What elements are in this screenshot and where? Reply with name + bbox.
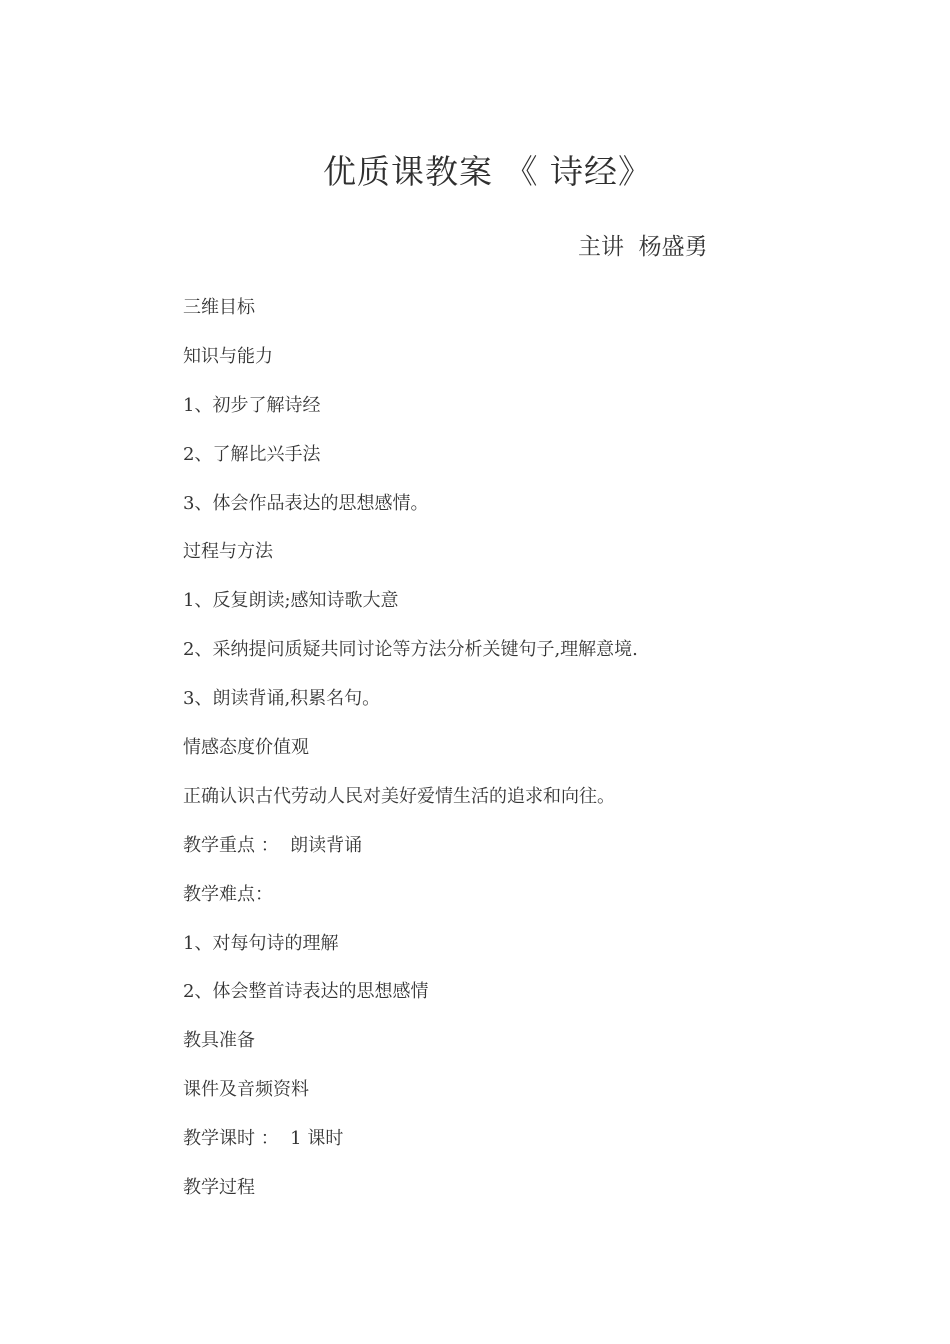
text-line: 2、体会整首诗表达的思想感情 (183, 981, 429, 1003)
text-line: 教学难点： (183, 883, 273, 905)
text-line: 教学重点 ： 朗读背诵 (183, 834, 363, 856)
text-line: 过程与方法 (183, 541, 273, 563)
body-text (183, 294, 638, 1223)
text-line: 1、初步了解诗经 (183, 394, 321, 416)
text-line: 2、了解比兴手法 (183, 443, 321, 465)
text-line: 1、反复朗读;感知诗歌大意 (183, 590, 399, 612)
author-line: 主讲 杨盛勇 (578, 234, 708, 260)
text-line: 3、体会作品表达的思想感情。 (183, 492, 429, 514)
text-line: 1、对每句诗的理解 (183, 932, 339, 954)
page-title: 优质课教案 《 诗经》 (323, 152, 652, 191)
text-line: 3、朗读背诵,积累名句。 (183, 688, 381, 710)
text-line: 知识与能力 (183, 345, 273, 367)
text-line: 2、采纳提问质疑共同讨论等方法分析关键句子,理解意境. (183, 639, 638, 661)
text-line: 正确认识古代劳动人民对美好爱情生活的追求和向往。 (183, 785, 615, 807)
text-line: 教学过程 (183, 1177, 255, 1199)
text-line: 情感态度价值观 (183, 737, 309, 759)
text-line: 教具准备 (183, 1030, 255, 1052)
text-line: 教学课时 ： 1 课时 (183, 1128, 344, 1150)
text-line: 三维目标 (183, 297, 255, 318)
text-line: 课件及音频资料 (183, 1079, 309, 1101)
